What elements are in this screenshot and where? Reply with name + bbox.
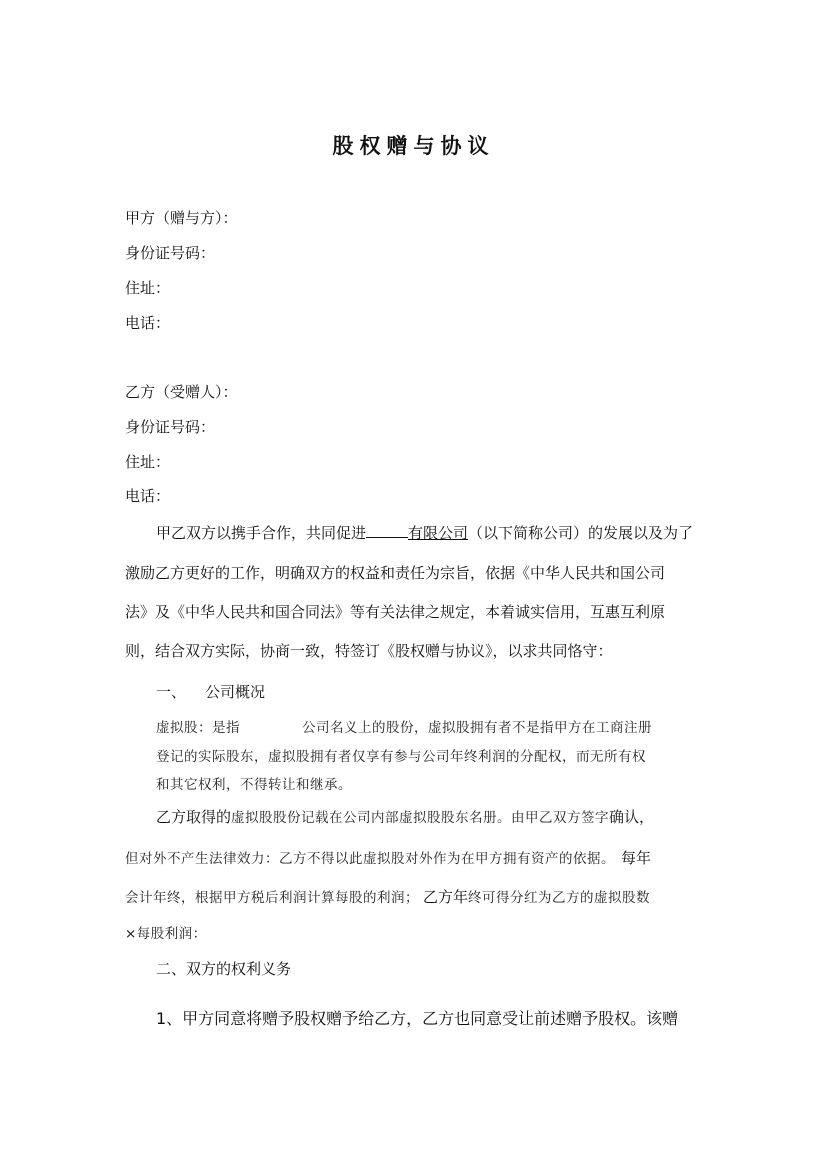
registration-line-3-a: 会计年终，根据甲方税后利润计算每股的利润； xyxy=(125,890,419,906)
intro-line-3: 法》及《中华人民共和国合同法》等有关法律之规定，本着诚实信用，互惠互利原 xyxy=(125,603,666,621)
definition-start: 虚拟股：是指 xyxy=(156,720,240,736)
registration-line-3-b: 乙方年 xyxy=(423,888,469,906)
intro-line-1-start: 甲乙双方以携手合作，共同促进 xyxy=(156,524,367,542)
section-2-heading: 二、双方的权利义务 xyxy=(156,960,292,978)
registration-line-3-c: 终可得分红为乙方的虚拟股数 xyxy=(468,890,651,906)
party-a-address-label: 住址： xyxy=(125,279,171,297)
registration-line-1 xyxy=(156,806,654,827)
registration-line-1-c: 确认， xyxy=(609,808,655,826)
virtual-share-definition-line-3: 和其它权利，不得转让和继承。 xyxy=(156,777,352,793)
party-b-id-label: 身份证号码： xyxy=(125,418,216,436)
company-name-blank xyxy=(366,523,408,538)
party-a-id-label: 身份证号码： xyxy=(125,244,216,262)
document-title: 股权赠与协议 xyxy=(332,134,495,158)
definition-rest: 公司名义上的股份，虚拟股拥有者不是指甲方在工商注册 xyxy=(302,720,652,736)
intro-line-4: 则，结合双方实际，协商一致，特签订《股权赠与协议》，以求共同恪守： xyxy=(125,642,613,660)
registration-line-1-b: 虚拟股股份记载在公司内部虚拟股股东名册。由甲乙双方签字 xyxy=(231,810,610,826)
registration-line-3 xyxy=(125,886,650,907)
party-a-label: 甲方（赠与方）： xyxy=(125,209,238,227)
virtual-share-definition-line-1 xyxy=(156,716,652,736)
registration-line-2 xyxy=(125,847,651,868)
party-b-address-label: 住址： xyxy=(125,453,171,471)
party-b-label: 乙方（受赠人）： xyxy=(125,383,238,401)
registration-line-2-a: 但对外不产生法律效力：乙方不得以此虚拟股对外作为在甲方拥有资产的依据。 xyxy=(125,851,615,867)
intro-line-2: 激励乙方更好的工作，明确双方的权益和责任为宗旨，依据《中华人民共和国公司 xyxy=(125,564,666,582)
section-1-number: 一、 xyxy=(156,683,187,701)
section-1-heading: 公司概况 xyxy=(205,683,266,701)
section-2-item-1: 1、甲方同意将赠予股权赠予给乙方，乙方也同意受让前述赠予股权。该赠 xyxy=(156,1009,679,1028)
intro-line-1 xyxy=(156,522,693,543)
party-a-phone-label: 电话： xyxy=(125,314,171,332)
registration-line-4: ×每股利润： xyxy=(125,926,207,942)
registration-line-2-b: 每年 xyxy=(621,849,652,867)
intro-line-1-end: （以下简称公司）的发展以及为了 xyxy=(468,524,694,542)
party-b-phone-label: 电话： xyxy=(125,487,171,505)
registration-line-1-a: 乙方取得的 xyxy=(156,808,232,826)
intro-company-type: 有限公司 xyxy=(408,524,469,542)
virtual-share-definition-line-2: 登记的实际股东，虚拟股拥有者仅享有参与公司年终利润的分配权，而无所有权 xyxy=(156,749,646,765)
